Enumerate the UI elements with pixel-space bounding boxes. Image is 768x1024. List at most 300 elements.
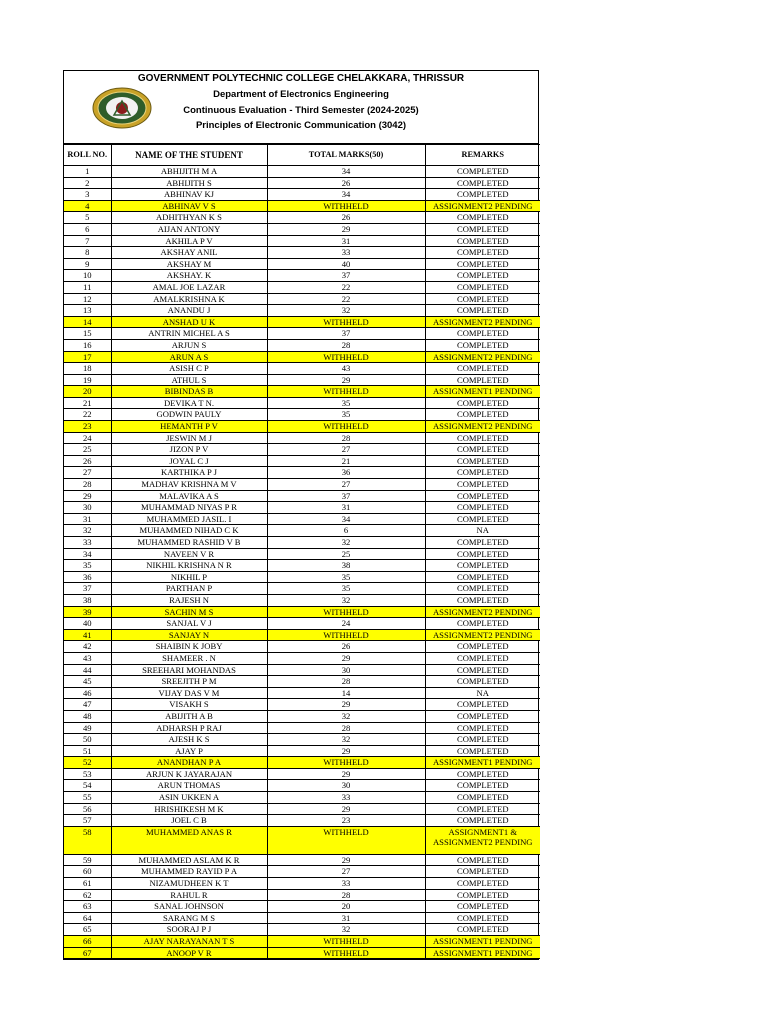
table-row bbox=[64, 745, 540, 757]
table-row bbox=[64, 734, 540, 746]
roll-cell: 58 bbox=[64, 826, 111, 854]
remarks-cell: COMPLETED bbox=[425, 594, 540, 606]
remarks-cell: COMPLETED bbox=[425, 166, 540, 178]
marks-cell: 29 bbox=[267, 652, 425, 664]
remarks-cell: COMPLETED bbox=[425, 560, 540, 572]
table-row bbox=[64, 328, 540, 340]
table-row bbox=[64, 889, 540, 901]
marks-cell: 29 bbox=[267, 223, 425, 235]
name-cell: AJESH K S bbox=[111, 734, 267, 746]
remarks-cell: NA bbox=[425, 525, 540, 537]
remarks-cell: COMPLETED bbox=[425, 281, 540, 293]
roll-cell: 64 bbox=[64, 912, 111, 924]
roll-cell: 22 bbox=[64, 409, 111, 421]
roll-cell: 45 bbox=[64, 676, 111, 688]
table-row bbox=[64, 803, 540, 815]
remarks-cell: ASSIGNMENT1 & ASSIGNMENT2 PENDING bbox=[425, 826, 540, 854]
remarks-cell: COMPLETED bbox=[425, 258, 540, 270]
table-row bbox=[64, 432, 540, 444]
remarks-cell: COMPLETED bbox=[425, 177, 540, 189]
roll-cell: 26 bbox=[64, 455, 111, 467]
table-row bbox=[64, 652, 540, 664]
table-row bbox=[64, 664, 540, 676]
roll-cell: 27 bbox=[64, 467, 111, 479]
table-row bbox=[64, 397, 540, 409]
table-row bbox=[64, 513, 540, 525]
marks-cell: 32 bbox=[267, 537, 425, 549]
remarks-cell: COMPLETED bbox=[425, 270, 540, 282]
roll-cell: 43 bbox=[64, 652, 111, 664]
remarks-cell: COMPLETED bbox=[425, 409, 540, 421]
table-row bbox=[64, 247, 540, 259]
roll-cell: 44 bbox=[64, 664, 111, 676]
table-row bbox=[64, 722, 540, 734]
table-row bbox=[64, 189, 540, 201]
table-row bbox=[64, 687, 540, 699]
table-row bbox=[64, 854, 540, 866]
name-cell: RAHUL R bbox=[111, 889, 267, 901]
name-cell: ABHINAV KJ bbox=[111, 189, 267, 201]
table-row bbox=[64, 548, 540, 560]
remarks-cell: COMPLETED bbox=[425, 652, 540, 664]
name-cell: ARJUN K JAYARAJAN bbox=[111, 768, 267, 780]
roll-cell: 9 bbox=[64, 258, 111, 270]
name-cell: ATHUL S bbox=[111, 374, 267, 386]
marks-cell: 26 bbox=[267, 177, 425, 189]
table-row bbox=[64, 200, 540, 212]
roll-cell: 47 bbox=[64, 699, 111, 711]
table-row bbox=[64, 258, 540, 270]
table-row bbox=[64, 815, 540, 827]
marks-cell: 22 bbox=[267, 293, 425, 305]
remarks-cell: ASSIGNMENT2 PENDING bbox=[425, 200, 540, 212]
marks-cell: 20 bbox=[267, 901, 425, 913]
subject-title: Principles of Electronic Communication (3042) bbox=[195, 120, 407, 131]
marks-cell: 32 bbox=[267, 734, 425, 746]
roll-cell: 3 bbox=[64, 189, 111, 201]
name-cell: ASIN UKKEN A bbox=[111, 792, 267, 804]
roll-cell: 11 bbox=[64, 281, 111, 293]
column-header-roll: ROLL NO. bbox=[64, 145, 111, 166]
roll-cell: 1 bbox=[64, 166, 111, 178]
roll-cell: 61 bbox=[64, 878, 111, 890]
name-cell: SREEJITH P M bbox=[111, 676, 267, 688]
roll-cell: 66 bbox=[64, 936, 111, 948]
remarks-cell: ASSIGNMENT2 PENDING bbox=[425, 421, 540, 433]
marks-cell: 27 bbox=[267, 479, 425, 491]
roll-cell: 36 bbox=[64, 571, 111, 583]
name-cell: AKSHAY M bbox=[111, 258, 267, 270]
table-row bbox=[64, 177, 540, 189]
marks-cell: 29 bbox=[267, 745, 425, 757]
college-name: GOVERNMENT POLYTECHNIC COLLEGE CHELAKKARA, THRISSUR bbox=[137, 73, 465, 84]
table-row bbox=[64, 409, 540, 421]
table-row bbox=[64, 374, 540, 386]
name-cell: SHAMEER . N bbox=[111, 652, 267, 664]
table-row bbox=[64, 235, 540, 247]
name-cell: ARJUN S bbox=[111, 339, 267, 351]
table-row bbox=[64, 363, 540, 375]
roll-cell: 28 bbox=[64, 479, 111, 491]
roll-cell: 67 bbox=[64, 947, 111, 959]
name-cell: NIZAMUDHEEN K T bbox=[111, 878, 267, 890]
table-row bbox=[64, 560, 540, 572]
remarks-cell: COMPLETED bbox=[425, 734, 540, 746]
roll-cell: 65 bbox=[64, 924, 111, 936]
table-row bbox=[64, 629, 540, 641]
name-cell: ABHIJITH S bbox=[111, 177, 267, 189]
roll-cell: 59 bbox=[64, 854, 111, 866]
name-cell: HRISHIKESH M K bbox=[111, 803, 267, 815]
roll-cell: 6 bbox=[64, 223, 111, 235]
roll-cell: 7 bbox=[64, 235, 111, 247]
name-cell: AKSHAY. K bbox=[111, 270, 267, 282]
marks-cell: 22 bbox=[267, 281, 425, 293]
roll-cell: 46 bbox=[64, 687, 111, 699]
name-cell: NIKHIL KRISHNA N R bbox=[111, 560, 267, 572]
name-cell: SARANG M S bbox=[111, 912, 267, 924]
roll-cell: 50 bbox=[64, 734, 111, 746]
remarks-cell: COMPLETED bbox=[425, 745, 540, 757]
marks-cell: 28 bbox=[267, 676, 425, 688]
roll-cell: 38 bbox=[64, 594, 111, 606]
name-cell: AMAL JOE LAZAR bbox=[111, 281, 267, 293]
roll-cell: 25 bbox=[64, 444, 111, 456]
table-row bbox=[64, 699, 540, 711]
remarks-cell: COMPLETED bbox=[425, 901, 540, 913]
remarks-cell: COMPLETED bbox=[425, 363, 540, 375]
roll-cell: 63 bbox=[64, 901, 111, 913]
roll-cell: 32 bbox=[64, 525, 111, 537]
name-cell: AKSHAY ANIL bbox=[111, 247, 267, 259]
marks-cell: 34 bbox=[267, 513, 425, 525]
table-row bbox=[64, 866, 540, 878]
roll-cell: 14 bbox=[64, 316, 111, 328]
table-row bbox=[64, 223, 540, 235]
roll-cell: 53 bbox=[64, 768, 111, 780]
roll-cell: 20 bbox=[64, 386, 111, 398]
marks-cell: 33 bbox=[267, 247, 425, 259]
marks-cell: WITHHELD bbox=[267, 386, 425, 398]
roll-cell: 17 bbox=[64, 351, 111, 363]
remarks-cell: COMPLETED bbox=[425, 189, 540, 201]
marks-cell: 24 bbox=[267, 618, 425, 630]
roll-cell: 5 bbox=[64, 212, 111, 224]
roll-cell: 13 bbox=[64, 305, 111, 317]
remarks-cell: COMPLETED bbox=[425, 889, 540, 901]
marks-cell: 28 bbox=[267, 722, 425, 734]
marks-cell: 28 bbox=[267, 889, 425, 901]
roll-cell: 62 bbox=[64, 889, 111, 901]
results-sheet bbox=[63, 70, 539, 960]
evaluation-title: Continuous Evaluation - Third Semester (2024-2025) bbox=[183, 105, 419, 116]
table-row bbox=[64, 924, 540, 936]
marks-cell: 37 bbox=[267, 490, 425, 502]
roll-cell: 15 bbox=[64, 328, 111, 340]
table-row bbox=[64, 583, 540, 595]
name-cell: SANAL JOHNSON bbox=[111, 901, 267, 913]
remarks-cell: ASSIGNMENT2 PENDING bbox=[425, 606, 540, 618]
name-cell: ANSHAD U K bbox=[111, 316, 267, 328]
name-cell: ABHINAV V S bbox=[111, 200, 267, 212]
table-row bbox=[64, 166, 540, 178]
remarks-cell: COMPLETED bbox=[425, 467, 540, 479]
marks-cell: 26 bbox=[267, 212, 425, 224]
name-cell: AJAY P bbox=[111, 745, 267, 757]
remarks-cell: COMPLETED bbox=[425, 664, 540, 676]
remarks-cell: COMPLETED bbox=[425, 924, 540, 936]
name-cell: AMALKRISHNA K bbox=[111, 293, 267, 305]
table-row bbox=[64, 780, 540, 792]
name-cell: MUHAMMED NIHAD C K bbox=[111, 525, 267, 537]
table-row bbox=[64, 270, 540, 282]
remarks-cell: COMPLETED bbox=[425, 235, 540, 247]
name-cell: MUHAMMED JASIL. I bbox=[111, 513, 267, 525]
marks-cell: 28 bbox=[267, 339, 425, 351]
table-row bbox=[64, 594, 540, 606]
name-cell: ADHITHYAN K S bbox=[111, 212, 267, 224]
name-cell: MUHAMMED ASLAM K R bbox=[111, 854, 267, 866]
table-row bbox=[64, 339, 540, 351]
marks-cell: 21 bbox=[267, 455, 425, 467]
table-row bbox=[64, 947, 540, 959]
name-cell: JIZON P V bbox=[111, 444, 267, 456]
roll-cell: 52 bbox=[64, 757, 111, 769]
marks-cell: WITHHELD bbox=[267, 826, 425, 854]
roll-cell: 57 bbox=[64, 815, 111, 827]
remarks-cell: COMPLETED bbox=[425, 479, 540, 491]
marks-cell: 33 bbox=[267, 792, 425, 804]
roll-cell: 30 bbox=[64, 502, 111, 514]
roll-cell: 35 bbox=[64, 560, 111, 572]
roll-cell: 10 bbox=[64, 270, 111, 282]
marks-cell: 14 bbox=[267, 687, 425, 699]
marks-cell: 32 bbox=[267, 305, 425, 317]
name-cell: ANANDU J bbox=[111, 305, 267, 317]
name-cell: SREEHARI MOHANDAS bbox=[111, 664, 267, 676]
marks-cell: 29 bbox=[267, 803, 425, 815]
marks-cell: 27 bbox=[267, 866, 425, 878]
table-row bbox=[64, 618, 540, 630]
name-cell: RAJESH N bbox=[111, 594, 267, 606]
remarks-cell: COMPLETED bbox=[425, 537, 540, 549]
remarks-cell: ASSIGNMENT1 PENDING bbox=[425, 936, 540, 948]
marks-cell: 6 bbox=[267, 525, 425, 537]
marks-cell: 43 bbox=[267, 363, 425, 375]
marks-cell: 36 bbox=[267, 467, 425, 479]
department-name: Department of Electronics Engineering bbox=[213, 89, 389, 100]
roll-cell: 21 bbox=[64, 397, 111, 409]
name-cell: MADHAV KRISHNA M V bbox=[111, 479, 267, 491]
remarks-cell: COMPLETED bbox=[425, 293, 540, 305]
remarks-cell: ASSIGNMENT2 PENDING bbox=[425, 629, 540, 641]
marks-cell: 30 bbox=[267, 780, 425, 792]
marks-cell: WITHHELD bbox=[267, 936, 425, 948]
remarks-cell: COMPLETED bbox=[425, 444, 540, 456]
remarks-cell: COMPLETED bbox=[425, 699, 540, 711]
name-cell: SACHIN M S bbox=[111, 606, 267, 618]
roll-cell: 33 bbox=[64, 537, 111, 549]
marks-cell: 37 bbox=[267, 328, 425, 340]
name-cell: ANANDHAN P A bbox=[111, 757, 267, 769]
marks-cell: 31 bbox=[267, 235, 425, 247]
table-row bbox=[64, 455, 540, 467]
table-row bbox=[64, 757, 540, 769]
remarks-cell: COMPLETED bbox=[425, 455, 540, 467]
roll-cell: 41 bbox=[64, 629, 111, 641]
remarks-cell: COMPLETED bbox=[425, 815, 540, 827]
marks-cell: 31 bbox=[267, 912, 425, 924]
remarks-cell: COMPLETED bbox=[425, 878, 540, 890]
name-cell: VIJAY DAS V M bbox=[111, 687, 267, 699]
name-cell: VISAKH S bbox=[111, 699, 267, 711]
table-row bbox=[64, 936, 540, 948]
column-header-marks: TOTAL MARKS(50) bbox=[267, 145, 425, 166]
name-cell: MUHAMMAD NIYAS P R bbox=[111, 502, 267, 514]
table-row bbox=[64, 641, 540, 653]
table-row bbox=[64, 421, 540, 433]
roll-cell: 24 bbox=[64, 432, 111, 444]
marks-cell: 35 bbox=[267, 397, 425, 409]
name-cell: JOEL C B bbox=[111, 815, 267, 827]
table-row bbox=[64, 386, 540, 398]
roll-cell: 23 bbox=[64, 421, 111, 433]
table-row bbox=[64, 467, 540, 479]
name-cell: DEVIKA T N. bbox=[111, 397, 267, 409]
roll-cell: 4 bbox=[64, 200, 111, 212]
table-row bbox=[64, 792, 540, 804]
roll-cell: 19 bbox=[64, 374, 111, 386]
roll-cell: 42 bbox=[64, 641, 111, 653]
column-header-remarks: REMARKS bbox=[425, 145, 540, 166]
marks-cell: WITHHELD bbox=[267, 947, 425, 959]
table-row bbox=[64, 901, 540, 913]
table-row bbox=[64, 878, 540, 890]
name-cell: SOORAJ P J bbox=[111, 924, 267, 936]
roll-cell: 18 bbox=[64, 363, 111, 375]
roll-cell: 48 bbox=[64, 710, 111, 722]
name-cell: SHAIBIN K JOBY bbox=[111, 641, 267, 653]
remarks-cell: COMPLETED bbox=[425, 618, 540, 630]
remarks-cell: COMPLETED bbox=[425, 722, 540, 734]
table-row bbox=[64, 502, 540, 514]
roll-cell: 49 bbox=[64, 722, 111, 734]
marks-cell: 29 bbox=[267, 854, 425, 866]
remarks-cell: ASSIGNMENT2 PENDING bbox=[425, 351, 540, 363]
table-row bbox=[64, 316, 540, 328]
remarks-cell: ASSIGNMENT1 PENDING bbox=[425, 757, 540, 769]
name-cell: AIJAN ANTONY bbox=[111, 223, 267, 235]
table-row bbox=[64, 676, 540, 688]
table-row bbox=[64, 710, 540, 722]
remarks-cell: COMPLETED bbox=[425, 548, 540, 560]
remarks-cell: COMPLETED bbox=[425, 247, 540, 259]
name-cell: ASISH C P bbox=[111, 363, 267, 375]
table-row bbox=[64, 537, 540, 549]
remarks-cell: COMPLETED bbox=[425, 571, 540, 583]
marks-cell: 35 bbox=[267, 571, 425, 583]
marks-cell: 30 bbox=[267, 664, 425, 676]
remarks-cell: COMPLETED bbox=[425, 710, 540, 722]
remarks-cell: COMPLETED bbox=[425, 432, 540, 444]
name-cell: ANOOP V R bbox=[111, 947, 267, 959]
remarks-cell: ASSIGNMENT1 PENDING bbox=[425, 386, 540, 398]
name-cell: NAVEEN V R bbox=[111, 548, 267, 560]
remarks-cell: NA bbox=[425, 687, 540, 699]
remarks-cell: COMPLETED bbox=[425, 490, 540, 502]
table-row bbox=[64, 571, 540, 583]
remarks-cell: COMPLETED bbox=[425, 583, 540, 595]
table-row bbox=[64, 606, 540, 618]
roll-cell: 2 bbox=[64, 177, 111, 189]
table-body bbox=[64, 166, 540, 959]
remarks-cell: COMPLETED bbox=[425, 223, 540, 235]
roll-cell: 37 bbox=[64, 583, 111, 595]
marks-cell: 32 bbox=[267, 710, 425, 722]
roll-cell: 54 bbox=[64, 780, 111, 792]
table-row bbox=[64, 444, 540, 456]
roll-cell: 12 bbox=[64, 293, 111, 305]
name-cell: KARTHIKA P J bbox=[111, 467, 267, 479]
roll-cell: 31 bbox=[64, 513, 111, 525]
marks-cell: 35 bbox=[267, 583, 425, 595]
name-cell: SANJAY N bbox=[111, 629, 267, 641]
name-cell: JESWIN M J bbox=[111, 432, 267, 444]
name-cell: ARUN A S bbox=[111, 351, 267, 363]
remarks-cell: ASSIGNMENT2 PENDING bbox=[425, 316, 540, 328]
name-cell: ABIJITH A B bbox=[111, 710, 267, 722]
marks-cell: 27 bbox=[267, 444, 425, 456]
name-cell: SANJAL V J bbox=[111, 618, 267, 630]
marks-cell: 37 bbox=[267, 270, 425, 282]
roll-cell: 16 bbox=[64, 339, 111, 351]
name-cell: ARUN THOMAS bbox=[111, 780, 267, 792]
name-cell: ABHIJITH M A bbox=[111, 166, 267, 178]
marks-cell: 38 bbox=[267, 560, 425, 572]
remarks-cell: COMPLETED bbox=[425, 397, 540, 409]
name-cell: ANTRIN MICHEL A S bbox=[111, 328, 267, 340]
name-cell: BIBINDAS B bbox=[111, 386, 267, 398]
marks-cell: 35 bbox=[267, 409, 425, 421]
remarks-cell: COMPLETED bbox=[425, 676, 540, 688]
marks-cell: 31 bbox=[267, 502, 425, 514]
remarks-cell: COMPLETED bbox=[425, 328, 540, 340]
marks-cell: WITHHELD bbox=[267, 200, 425, 212]
name-cell: ADHARSH P RAJ bbox=[111, 722, 267, 734]
marks-cell: WITHHELD bbox=[267, 606, 425, 618]
marks-table bbox=[64, 144, 540, 959]
table-row bbox=[64, 212, 540, 224]
marks-cell: 33 bbox=[267, 878, 425, 890]
marks-cell: 32 bbox=[267, 924, 425, 936]
table-row bbox=[64, 351, 540, 363]
remarks-cell: COMPLETED bbox=[425, 866, 540, 878]
table-row bbox=[64, 281, 540, 293]
marks-cell: 23 bbox=[267, 815, 425, 827]
name-cell: JOYAL C J bbox=[111, 455, 267, 467]
remarks-cell: COMPLETED bbox=[425, 641, 540, 653]
roll-cell: 40 bbox=[64, 618, 111, 630]
name-cell: MUHAMMED RAYID P A bbox=[111, 866, 267, 878]
remarks-cell: COMPLETED bbox=[425, 792, 540, 804]
marks-cell: 29 bbox=[267, 699, 425, 711]
table-header-row bbox=[64, 145, 540, 166]
remarks-cell: COMPLETED bbox=[425, 502, 540, 514]
remarks-cell: COMPLETED bbox=[425, 374, 540, 386]
marks-cell: 25 bbox=[267, 548, 425, 560]
roll-cell: 29 bbox=[64, 490, 111, 502]
remarks-cell: COMPLETED bbox=[425, 912, 540, 924]
